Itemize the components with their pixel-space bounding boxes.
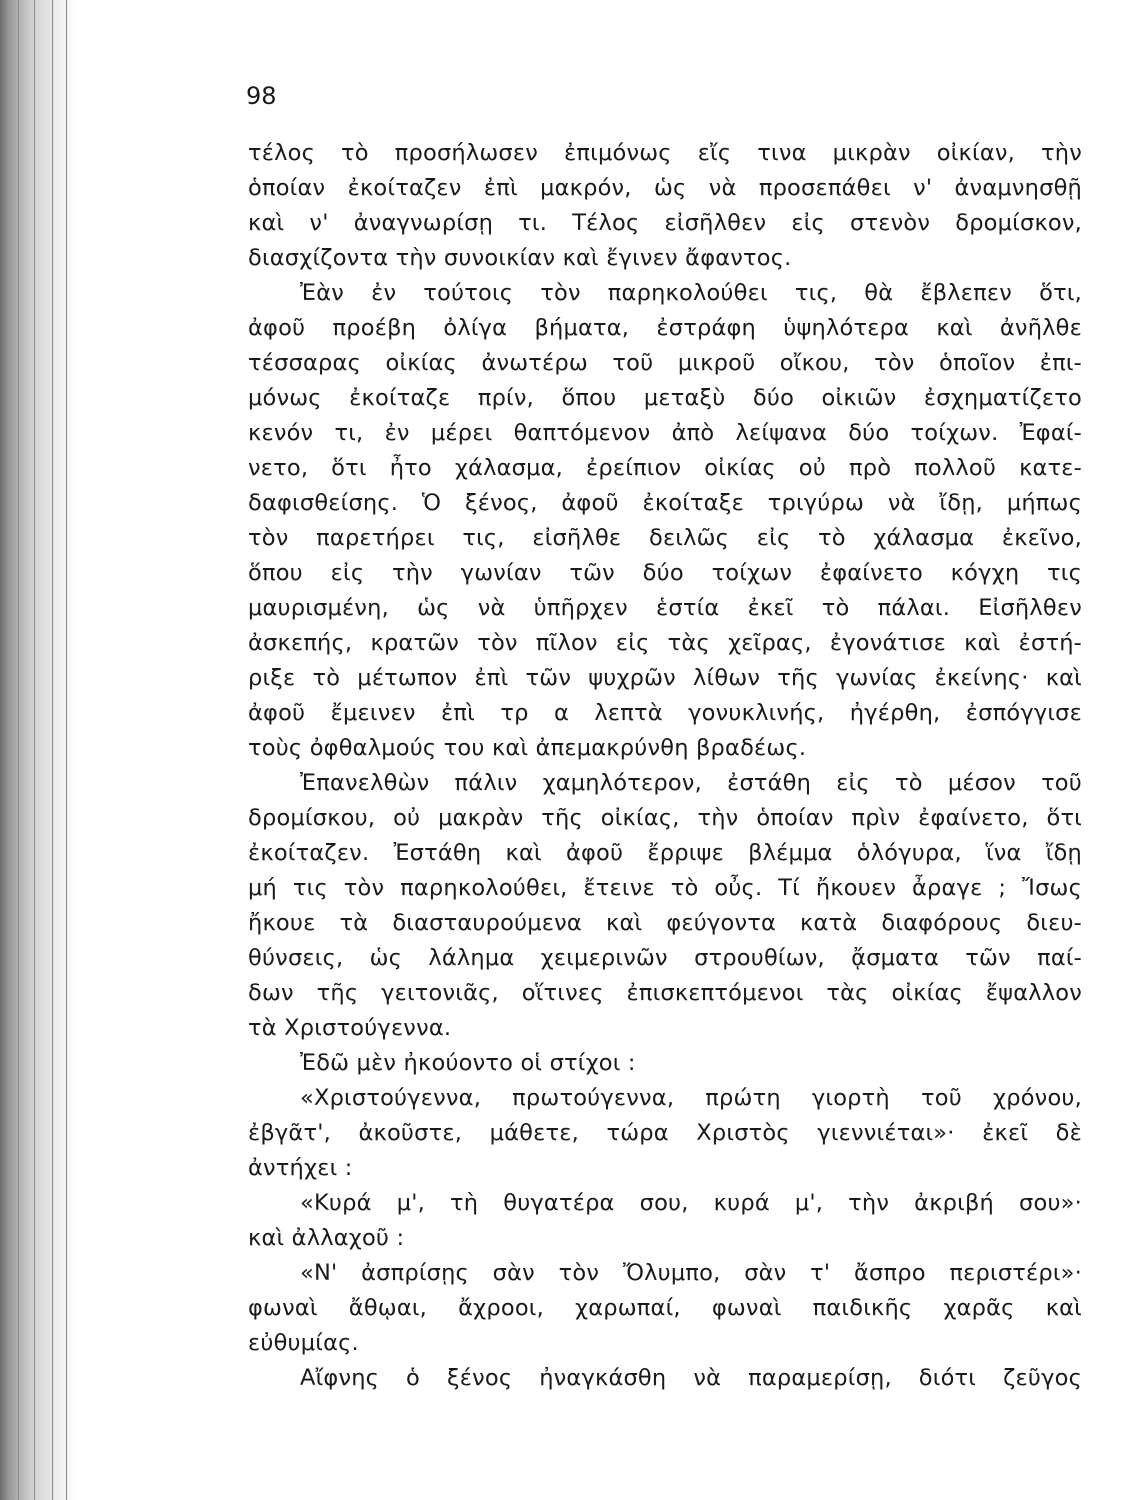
binding-edge-line [66, 0, 67, 1500]
text-line: θύνσεις, ὡς λάλημα χειμερινῶν στρουθίων, ᾄσματα τῶν παί- [248, 945, 1082, 971]
text-line: καὶ ἀλλαχοῦ : [248, 1225, 405, 1251]
text-line: δαφισθείσης. Ὁ ξένος, ἀφοῦ ἐκοίταξε τριγύρω νὰ ἴδῃ, μήπως [248, 490, 1082, 516]
text-line: τὰ Χριστούγεννα. [248, 1015, 452, 1041]
text-line: Ἐπανελθὼν πάλιν χαμηλότερον, ἐστάθη εἰς τὸ μέσον τοῦ [300, 770, 1082, 796]
text-line: ὁποίαν ἐκοίταζεν ἐπὶ μακρόν, ὡς νὰ προσεπάθει ν' ἀναμνησθῇ [248, 175, 1082, 201]
binding-edge-line [18, 0, 19, 1500]
text-line: καὶ ν' ἀναγνωρίσῃ τι. Τέλος εἰσῆλθεν εἰς στενὸν δρομίσκον, [248, 210, 1082, 236]
text-line: τοὺς ὀφθαλμούς του καὶ ἀπεμακρύνθη βραδέως. [248, 735, 807, 761]
text-line: νετο, ὅτι ἦτο χάλασμα, ἐρείπιον οἰκίας οὐ πρὸ πολλοῦ κατε- [248, 455, 1082, 481]
text-line: ἐκοίταζεν. Ἐστάθη καὶ ἀφοῦ ἔρριψε βλέμμα ὁλόγυρα, ἵνα ἴδῃ [248, 840, 1082, 866]
text-line: «Ν' ἀσπρίσῃς σὰν τὸν Ὄλυμπο, σὰν τ' ἄσπρο περιστέρι»· [300, 1260, 1082, 1286]
text-line: ὅπου εἰς τὴν γωνίαν τῶν δύο τοίχων ἐφαίνετο κόγχη τις [248, 560, 1082, 586]
body-text [248, 136, 1082, 1396]
text-line: μαυρισμένη, ὡς νὰ ὑπῆρχεν ἑστία ἐκεῖ τὸ πάλαι. Εἰσῆλθεν [248, 595, 1082, 621]
text-line: Ἐὰν ἐν τούτοις τὸν παρηκολούθει τις, θὰ ἔβλεπεν ὅτι, [300, 280, 1082, 306]
text-line: τέσσαρας οἰκίας ἀνωτέρω τοῦ μικροῦ οἴκου, τὸν ὁποῖον ἐπι- [248, 350, 1082, 376]
text-line: ἀφοῦ προέβη ὀλίγα βήματα, ἐστράφη ὑψηλότερα καὶ ἀνῆλθε [248, 315, 1082, 341]
text-line: μή τις τὸν παρηκολούθει, ἔτεινε τὸ οὖς. Τί ἤκουεν ἆραγε ; Ἴσως [248, 875, 1082, 901]
text-line: ριξε τὸ μέτωπον ἐπὶ τῶν ψυχρῶν λίθων τῆς γωνίας ἐκείνης· καὶ [248, 665, 1082, 691]
text-line: τέλος τὸ προσήλωσεν ἐπιμόνως εἴς τινα μικρὰν οἰκίαν, τὴν [248, 140, 1082, 166]
text-line: εὐθυμίας. [248, 1330, 359, 1356]
text-line: φωναὶ ἄθῳαι, ἄχροοι, χαρωπαί, φωναὶ παιδικῆς χαρᾶς καὶ [248, 1295, 1082, 1321]
text-line: ἀντήχει : [248, 1155, 353, 1181]
text-line: διασχίζοντα τὴν συνοικίαν καὶ ἔγινεν ἄφαντος. [248, 245, 792, 271]
text-line: ἀσκεπής, κρατῶν τὸν πῖλον εἰς τὰς χεῖρας, ἐγονάτισε καὶ ἐστή- [248, 630, 1082, 656]
binding-edge-line [34, 0, 35, 1500]
text-line: τὸν παρετήρει τις, εἰσῆλθε δειλῶς εἰς τὸ χάλασμα ἐκεῖνο, [248, 525, 1082, 551]
text-line: κενόν τι, ἐν μέρει θαπτόμενον ἀπὸ λείψανα δύο τοίχων. Ἐφαί- [248, 420, 1082, 446]
text-line: ἀφοῦ ἔμεινεν ἐπὶ τρ α λεπτὰ γονυκλινής, ἠγέρθη, ἐσπόγγισε [248, 700, 1082, 726]
text-line: δων τῆς γειτονιᾶς, οἵτινες ἐπισκεπτόμενοι τὰς οἰκίας ἔψαλλον [248, 980, 1082, 1006]
text-line: ἤκουε τὰ διασταυρούμενα καὶ φεύγοντα κατὰ διαφόρους διευ- [248, 910, 1082, 936]
text-line: ἐβγᾶτ', ἀκοῦστε, μάθετε, τώρα Χριστὸς γιεννιέται»· ἐκεῖ δὲ [248, 1120, 1082, 1146]
text-line: μόνως ἐκοίταζε πρίν, ὅπου μεταξὺ δύο οἰκιῶν ἐσχηματίζετο [248, 385, 1082, 411]
text-line: δρομίσκου, οὐ μακρὰν τῆς οἰκίας, τὴν ὁποίαν πρὶν ἐφαίνετο, ὅτι [248, 805, 1082, 831]
text-line: «Χριστούγεννα, πρωτούγεννα, πρώτη γιορτὴ τοῦ χρόνου, [300, 1085, 1082, 1111]
binding-edge-line [52, 0, 53, 1500]
text-line: Ἐδῶ μὲν ἠκούοντο οἱ στίχοι : [300, 1050, 636, 1076]
text-line: «Κυρά μ', τὴ θυγατέρα σου, κυρά μ', τὴν ἀκριβή σου»· [300, 1190, 1082, 1216]
page-number: 98 [246, 82, 277, 110]
text-line: Αἴφνης ὁ ξένος ἠναγκάσθη νὰ παραμερίσῃ, διότι ζεῦγος [300, 1365, 1082, 1391]
